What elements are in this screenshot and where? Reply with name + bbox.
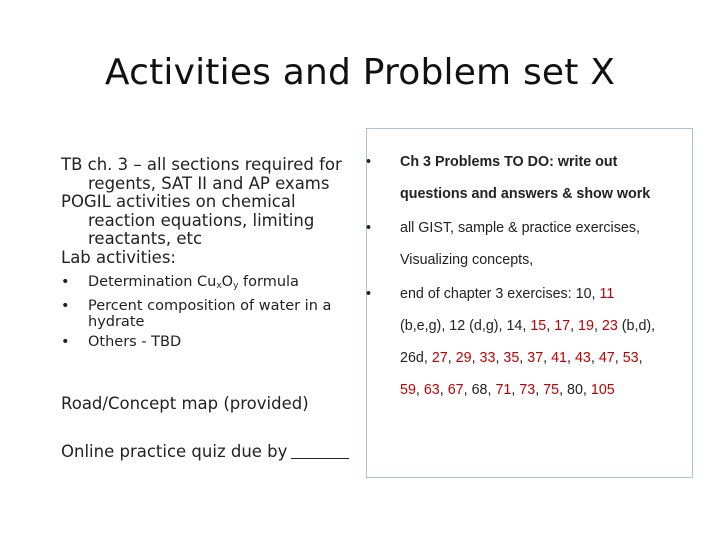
bullet-icon: • xyxy=(366,286,372,302)
bullet-icon: • xyxy=(61,334,70,350)
list-item: • Determination $Cu_xO_y$ formula xyxy=(61,274,299,291)
bullet-icon: • xyxy=(366,154,372,170)
problems-list xyxy=(366,146,696,406)
list-item: • Ch 3 Problems TO DO: write out questions and answers & show work xyxy=(366,146,696,210)
left-column xyxy=(61,156,361,354)
list-item: • all GIST, sample & practice exercises, Visualizing concepts, xyxy=(366,212,696,276)
lab-activities-heading: Lab activities: xyxy=(61,247,176,267)
list-item: • Percent composition of water in a hydrate xyxy=(61,298,332,330)
list-item: • end of chapter 3 exercises: 10, 11 (b,e,g), 12 (d,g), 14, 15, 17, 19, 23 (b,d), 26d, 27, 29, 33, 35, 37, 41, 43, 47, 53, 59, 63, 67, 68, 71, 73, 75, 80, 105 xyxy=(366,278,696,406)
lab-list xyxy=(61,274,361,350)
textbook-line: TB ch. 3 – all sections required for regents, SAT II and AP exams xyxy=(61,155,342,193)
pogil-line: POGIL activities on chemical reaction equations, limiting reactants, etc xyxy=(61,192,315,248)
blank-line xyxy=(291,444,349,459)
bullet-icon: • xyxy=(366,220,372,236)
slide-title: Activities and Problem set X xyxy=(104,52,616,93)
road-map-line: Road/Concept map (provided) xyxy=(61,394,309,413)
quiz-line: Online practice quiz due by xyxy=(61,442,349,461)
list-item: • Others - TBD xyxy=(61,334,182,350)
bullet-icon: • xyxy=(61,274,70,290)
bullet-icon: • xyxy=(61,298,70,314)
